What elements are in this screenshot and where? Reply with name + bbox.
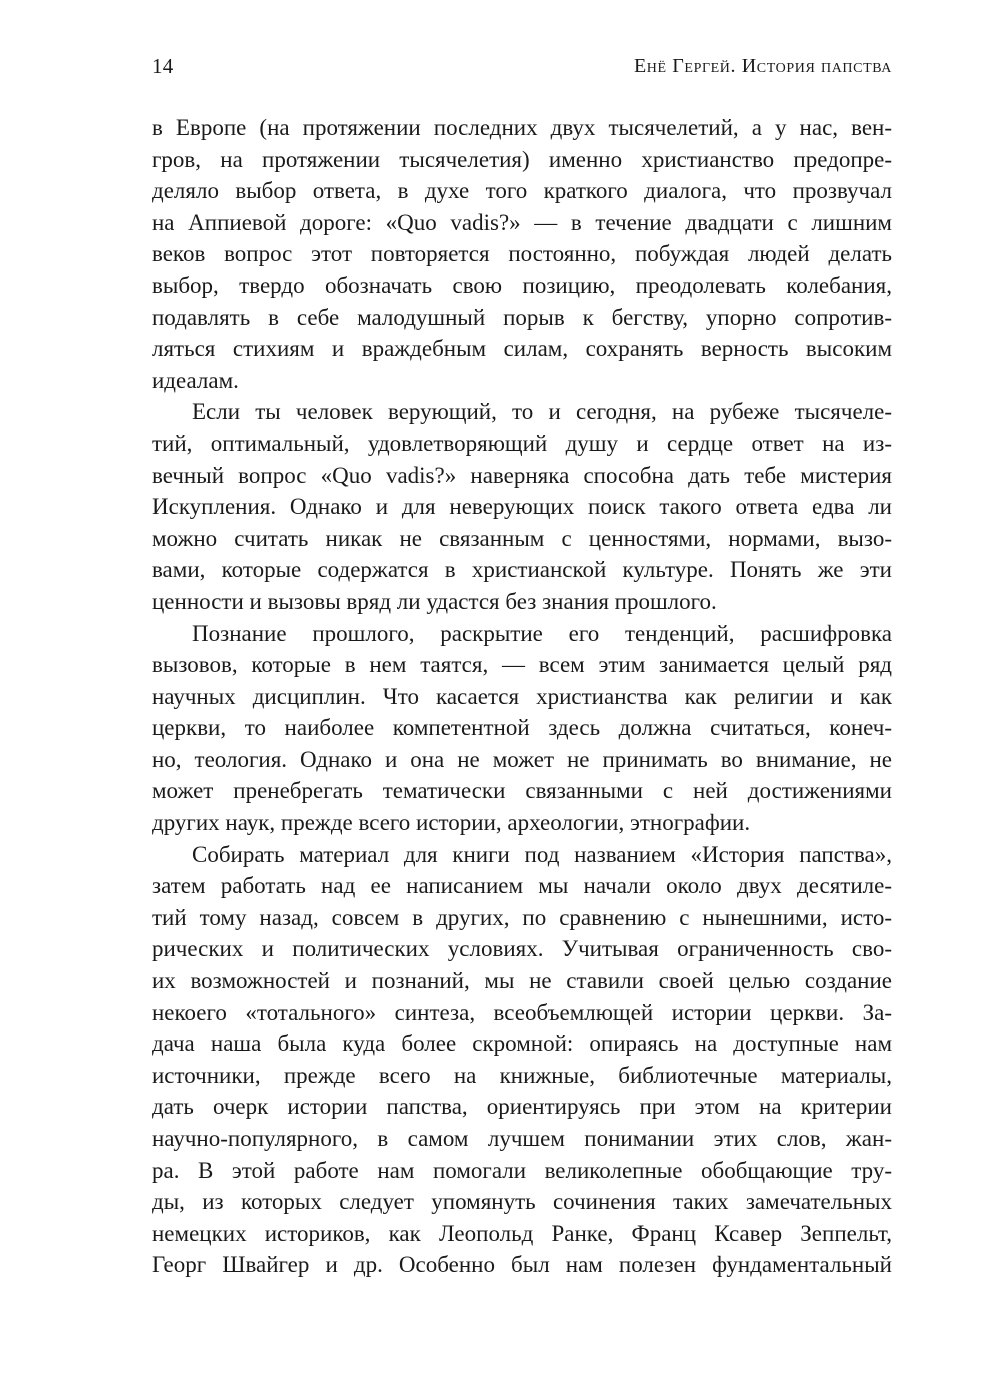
text-line: Искупления. Однако и для неверующих поиск такого ответа едва ли: [152, 494, 892, 520]
text-line: источники, прежде всего на книжные, библиотечные материалы,: [152, 1062, 892, 1088]
text-line: затем работать над ее написанием мы начали около двух десятиле-: [152, 873, 892, 899]
text-line: некоего «тотального» синтеза, всеобъемлющей истории церкви. За-: [152, 999, 892, 1025]
text-line: других наук, прежде всего истории, археологии, этнографии.: [152, 810, 751, 836]
text-line: дача наша была куда более скромной: опираясь на доступные нам: [152, 1031, 892, 1057]
text-line: идеалам.: [152, 367, 239, 393]
text-line: на Аппиевой дороге: «Quo vadis?» — в течение двадцати с лишним: [152, 209, 892, 235]
running-title: Енё Гергей. История папства: [633, 55, 892, 77]
body-text: [152, 112, 892, 1281]
text-line: вызовов, которые в нем таятся, — всем этим занимается целый ряд: [152, 652, 892, 678]
text-line: немецких историков, как Леопольд Ранке, Франц Ксавер Зеппельт,: [152, 1220, 892, 1246]
paragraph: [152, 618, 892, 839]
text-line: можно считать никак не связанным с ценностями, нормами, вызо-: [152, 525, 892, 551]
page-number: 14: [152, 54, 174, 78]
text-line: вами, которые содержатся в христианской культуре. Понять же эти: [152, 557, 892, 583]
text-line: Познание прошлого, раскрытие его тенденций, расшифровка: [192, 620, 892, 646]
text-line: выбор, твердо обозначать свою позицию, преодолевать колебания,: [152, 272, 892, 298]
text-line: гров, на протяжении тысячелетия) именно христианство предопре-: [152, 146, 892, 172]
text-line: ра. В этой работе нам помогали великолепные обобщающие тру-: [152, 1157, 892, 1183]
text-line: Георг Швайгер и др. Особенно был нам полезен фундаментальный: [152, 1252, 892, 1278]
text-line: ляться стихиям и враждебным силам, сохранять верность высоким: [152, 336, 892, 362]
text-line: тий тому назад, совсем в других, по сравнению с нынешними, исто-: [152, 904, 892, 930]
text-line: деляло выбор ответа, в духе того краткого диалога, что прозвучал: [152, 178, 892, 204]
text-line: их возможностей и познаний, мы не ставили своей целью создание: [152, 968, 892, 994]
paragraph: [152, 396, 892, 617]
running-head: [152, 52, 892, 80]
text-line: веков вопрос этот повторяется постоянно, побуждая людей делать: [152, 241, 892, 267]
text-line: дать очерк истории папства, ориентируясь при этом на критерии: [152, 1094, 892, 1120]
text-line: научно-популярного, в самом лучшем понимании этих слов, жан-: [152, 1126, 892, 1151]
text-line: но, теология. Однако и она не может не принимать во внимание, не: [152, 746, 892, 772]
text-line: ценности и вызовы вряд ли удастся без знания прошлого.: [152, 588, 717, 614]
paragraph: [152, 112, 892, 396]
text-line: научных дисциплин. Что касается христианства как религии и как: [152, 683, 892, 709]
text-line: Собирать материал для книги под названием «История папства»,: [192, 841, 892, 867]
text-line: подавлять в себе малодушный порыв к бегству, упорно сопротив-: [152, 304, 892, 330]
text-line: в Европе (на протяжении последних двух тысячелетий, а у нас, вен-: [152, 115, 892, 140]
text-line: Если ты человек верующий, то и сегодня, на рубеже тысячеле-: [192, 399, 892, 425]
text-line: тий, оптимальный, удовлетворяющий душу и сердце ответ на из-: [152, 430, 892, 456]
text-line: вечный вопрос «Quo vadis?» наверняка способна дать тебе мистерия: [152, 462, 892, 488]
text-line: может пренебрегать тематически связанными с ней достижениями: [152, 778, 892, 804]
text-line: ды, из которых следует упомянуть сочинения таких замечательных: [152, 1189, 892, 1215]
text-line: церкви, то наиболее компетентной здесь должна считаться, конеч-: [152, 715, 892, 741]
text-line: рических и политических условиях. Учитывая ограниченность сво-: [152, 936, 892, 962]
paragraph: [152, 839, 892, 1281]
